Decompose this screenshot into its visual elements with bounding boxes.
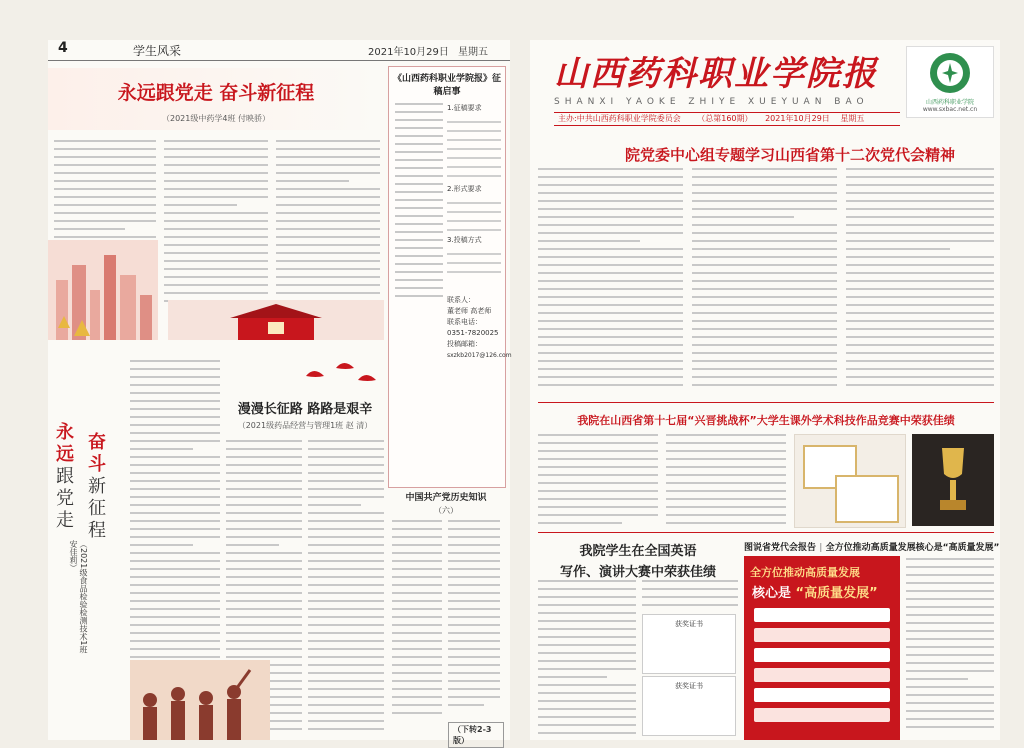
certificate-photo — [794, 434, 906, 528]
cert-1-title: 获奖证书 — [675, 620, 703, 628]
party-history-title: 中国共产党历史知识 — [405, 493, 487, 503]
title-char-5: 走 — [56, 510, 74, 531]
title-char-1: 永 — [56, 422, 74, 443]
call-section-1: 1.征稿要求 — [447, 104, 482, 112]
contact-label: 联系人： — [447, 296, 475, 304]
contact-person-1: 董老师 — [447, 307, 468, 315]
sponsor: 主办:中共山西药科职业学院委员会 — [558, 114, 681, 123]
doves-illustration — [296, 356, 384, 396]
left-weekday: 星期五 — [458, 47, 488, 58]
left-page-header — [48, 40, 510, 61]
history-col1 — [392, 520, 442, 720]
article3-byline: （2021级药品经营与管理1班 赵 清） — [237, 421, 373, 430]
english-certificate-2 — [642, 676, 736, 736]
article2-title-left — [52, 422, 78, 532]
english-col2 — [642, 580, 738, 610]
article3-title: 漫漫长征路 路路是艰辛 — [237, 402, 373, 417]
phone-label: 联系电话： — [447, 318, 482, 326]
report-graphic-quote: “高质量发展” — [795, 586, 878, 601]
left-page — [48, 40, 512, 745]
title-char-6: 奋 — [88, 432, 106, 453]
call-col2 — [447, 103, 501, 280]
report-title: 图说省党代会报告 — [744, 543, 817, 553]
article2-byline: （2021级食品检验检测技术1班 安佳莉） — [69, 540, 88, 654]
call-for-papers-title: 《山西药科职业学院报》征稿启事 — [393, 74, 502, 97]
english-certificate-1 — [642, 614, 736, 674]
call-contact — [447, 295, 512, 361]
article1-title: 永远跟党走 奋斗新征程 — [117, 82, 315, 104]
divider-2 — [538, 532, 994, 533]
competition-col2 — [666, 434, 786, 528]
trophy-photo — [912, 434, 994, 526]
english-article — [538, 540, 738, 740]
call-section-2-body — [447, 195, 501, 235]
report-graphic-sub — [752, 582, 878, 601]
article1-title-area — [48, 68, 384, 130]
article2-title-right — [84, 432, 110, 542]
title-char-10: 程 — [88, 520, 106, 541]
title-char-7: 斗 — [88, 454, 106, 475]
divider-1 — [538, 402, 994, 403]
logo-text: 山西药科职业学院 — [925, 99, 974, 106]
competition-col1 — [538, 434, 658, 528]
section-name: 学生风采 — [133, 44, 182, 58]
party-history-part: （六） — [434, 506, 458, 515]
email-label: 投稿邮箱： — [447, 340, 482, 348]
main-headline: 院党委中心组专题学习山西省第十二次党代会精神 — [624, 146, 955, 164]
party-history-box — [388, 490, 504, 745]
article2-vertical-title — [48, 360, 128, 660]
masthead-pinyin: SHANXI YAOKE ZHIYE XUEYUAN BAO — [554, 97, 869, 107]
title-char-4: 党 — [56, 488, 74, 509]
left-date: 2021年10月29日 — [368, 47, 449, 58]
report-graphic-title: 全方位推动高质量发展 — [750, 566, 860, 579]
school-logo-icon — [928, 51, 972, 95]
continued-note: （下转2-3版） — [448, 722, 504, 748]
report-body — [906, 558, 994, 740]
call-section-3: 3.投稿方式 — [447, 236, 482, 244]
logo-url: www.sxbac.net.cn — [922, 106, 978, 113]
page-number: 4 — [58, 40, 68, 56]
report-heading: 图说省党代会报告 | 全方位推动高质量发展核心是“高质量发展” — [744, 543, 1000, 553]
right-page — [530, 40, 1000, 740]
call-section-1-body — [447, 114, 501, 184]
right-date: 2021年10月29日 — [765, 114, 830, 123]
issue-number: （总第160期） — [697, 114, 753, 123]
masthead-title: 山西药科职业学院报 — [554, 54, 878, 94]
english-title-line1: 我院学生在全国英语 — [579, 544, 697, 559]
title-char-8: 新 — [88, 476, 106, 497]
report-graphic — [744, 556, 900, 740]
competition-title: 我院在山西省第十七届“兴晋挑战杯”大学生课外学术科技作品竞赛中荣获佳绩 — [577, 414, 955, 427]
report-title2: 全方位推动高质量发展核心是“高质量发展” — [825, 543, 1000, 553]
crowd-silhouette-illustration — [130, 660, 270, 740]
call-section-2: 2.形式要求 — [447, 185, 482, 193]
english-col1 — [538, 580, 636, 740]
email-address: sxzkb2017@126.com — [447, 352, 512, 359]
english-title-line2: 写作、演讲大赛中荣获佳绩 — [559, 565, 716, 580]
call-col1 — [395, 103, 443, 303]
right-weekday: 星期五 — [840, 114, 865, 123]
title-char-2: 远 — [56, 444, 74, 465]
call-section-3-body — [447, 246, 501, 280]
call-for-papers-box — [388, 66, 512, 488]
cert-2-title: 获奖证书 — [675, 682, 703, 690]
article1-body-col2 — [164, 140, 268, 310]
title-char-3: 跟 — [56, 466, 74, 487]
report-graphic-sub-text: 核心是 — [752, 586, 792, 601]
article1-body-col3 — [276, 140, 380, 310]
tiananmen-illustration — [168, 300, 384, 340]
masthead-info-bar — [554, 112, 900, 126]
headline-col3 — [846, 168, 994, 398]
title-char-9: 征 — [88, 498, 106, 519]
article3-col2 — [308, 440, 384, 740]
certificate-frame-2 — [835, 475, 899, 523]
report-section — [744, 540, 1000, 740]
article1-byline: （2021级中药学4班 付映骄） — [162, 114, 270, 123]
school-logo-box — [906, 46, 994, 118]
masthead — [554, 46, 884, 116]
history-col2 — [448, 520, 500, 710]
headline-col1 — [538, 168, 683, 398]
headline-col2 — [692, 168, 837, 398]
report-graphic-list — [754, 608, 890, 728]
phone-number: 0351-7820025 — [447, 329, 499, 337]
skyline-illustration — [48, 240, 158, 340]
contact-person-2: 高老师 — [470, 307, 492, 315]
